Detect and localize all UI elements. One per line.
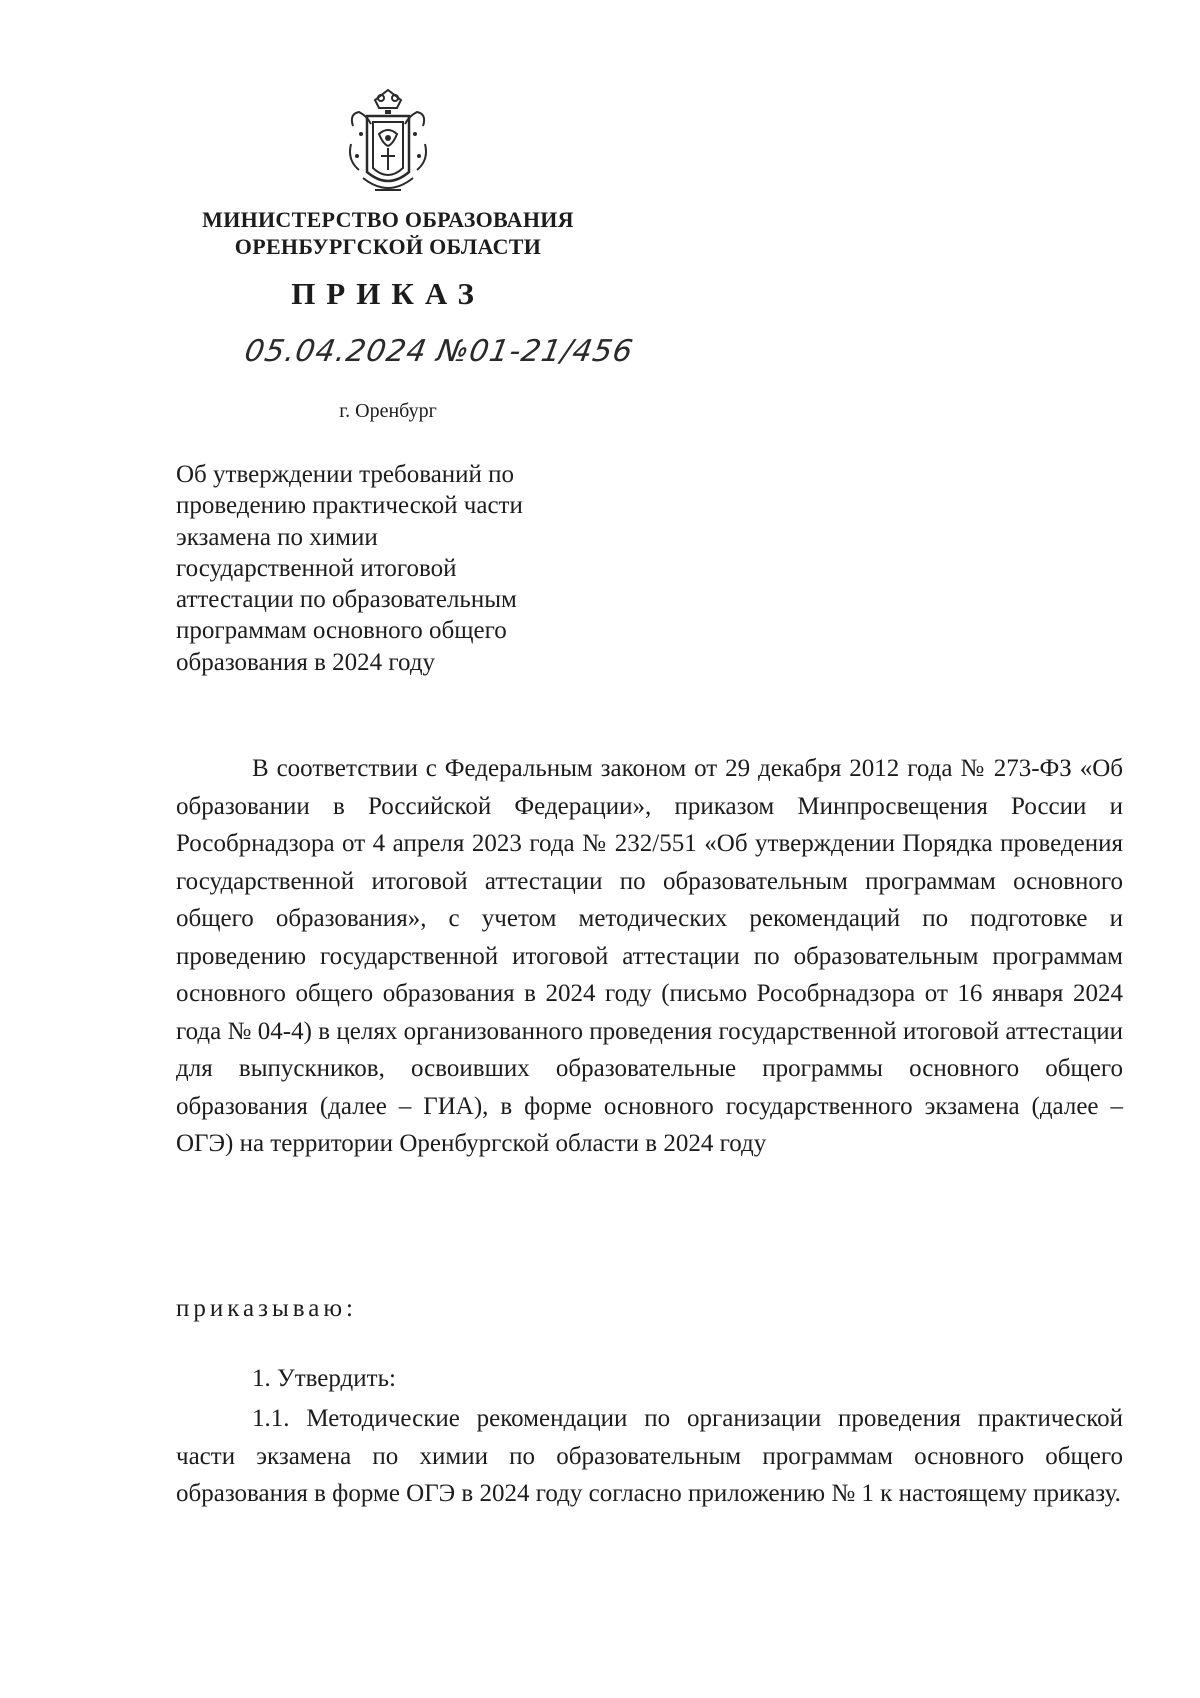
item-1-1-paragraph: 1.1. Методические рекомендации по организации проведения практической части экзамена по химии по образовательным программам основного общего образования в форме ОГЭ в 2024 году согласно приложению № 1 к настоящему приказу. xyxy=(176,1405,1123,1507)
subject-line: аттестации по образовательным xyxy=(176,586,517,614)
ministry-name-line-1: МИНИСТЕРСТВО ОБРАЗОВАНИЯ xyxy=(202,207,574,232)
subject-line: образования в 2024 году xyxy=(176,648,436,676)
handwritten-registration xyxy=(241,322,637,392)
subject-line: программам основного общего xyxy=(176,617,507,645)
ministry-name xyxy=(150,206,626,260)
subject-line: проведению практической части xyxy=(176,492,523,520)
decree-word: приказываю: xyxy=(176,1295,357,1322)
handwritten-date-number: 05.04.2024 №01-21/456 xyxy=(241,334,637,369)
ministry-name-line-2: ОРЕНБУРГСКОЙ ОБЛАСТИ xyxy=(234,234,542,259)
subject-line: Об утверждении требований по xyxy=(176,461,515,488)
document-type-title: ПРИКАЗ xyxy=(291,276,485,311)
subject-heading xyxy=(176,459,596,678)
item-1: 1. Утвердить: xyxy=(252,1365,396,1392)
preamble-paragraph: В соответствии с Федеральным законом от 29 декабря 2012 года № 273-ФЗ «Об образовании в Российской Федерации», приказом Минпросвещения России и Рособрнадзора от 4 апреля 2023 года № 232/551 «Об утверждении Порядка проведения государственной итоговой аттестации по образовательным программам основного общего образования», с учетом методических рекомендаций по подготовке и проведению государственной итоговой аттестации по образовательным программам основного общего образования в 2024 году (письмо Рособрнадзора от 16 января 2024 года № 04-4) в целях организованного проведения государственной итоговой аттестации для выпускников, освоивших образовательные программы основного общего образования (далее – ГИА), в форме основного государственного экзамена (далее – ОГЭ) на территории Оренбургской области в 2024 году xyxy=(176,755,1123,1157)
coat-of-arms-emblem xyxy=(345,86,431,202)
city-line: г. Оренбург xyxy=(339,400,437,422)
subject-line: экзамена по химии xyxy=(176,523,378,551)
subject-line: государственной итоговой xyxy=(176,554,457,582)
